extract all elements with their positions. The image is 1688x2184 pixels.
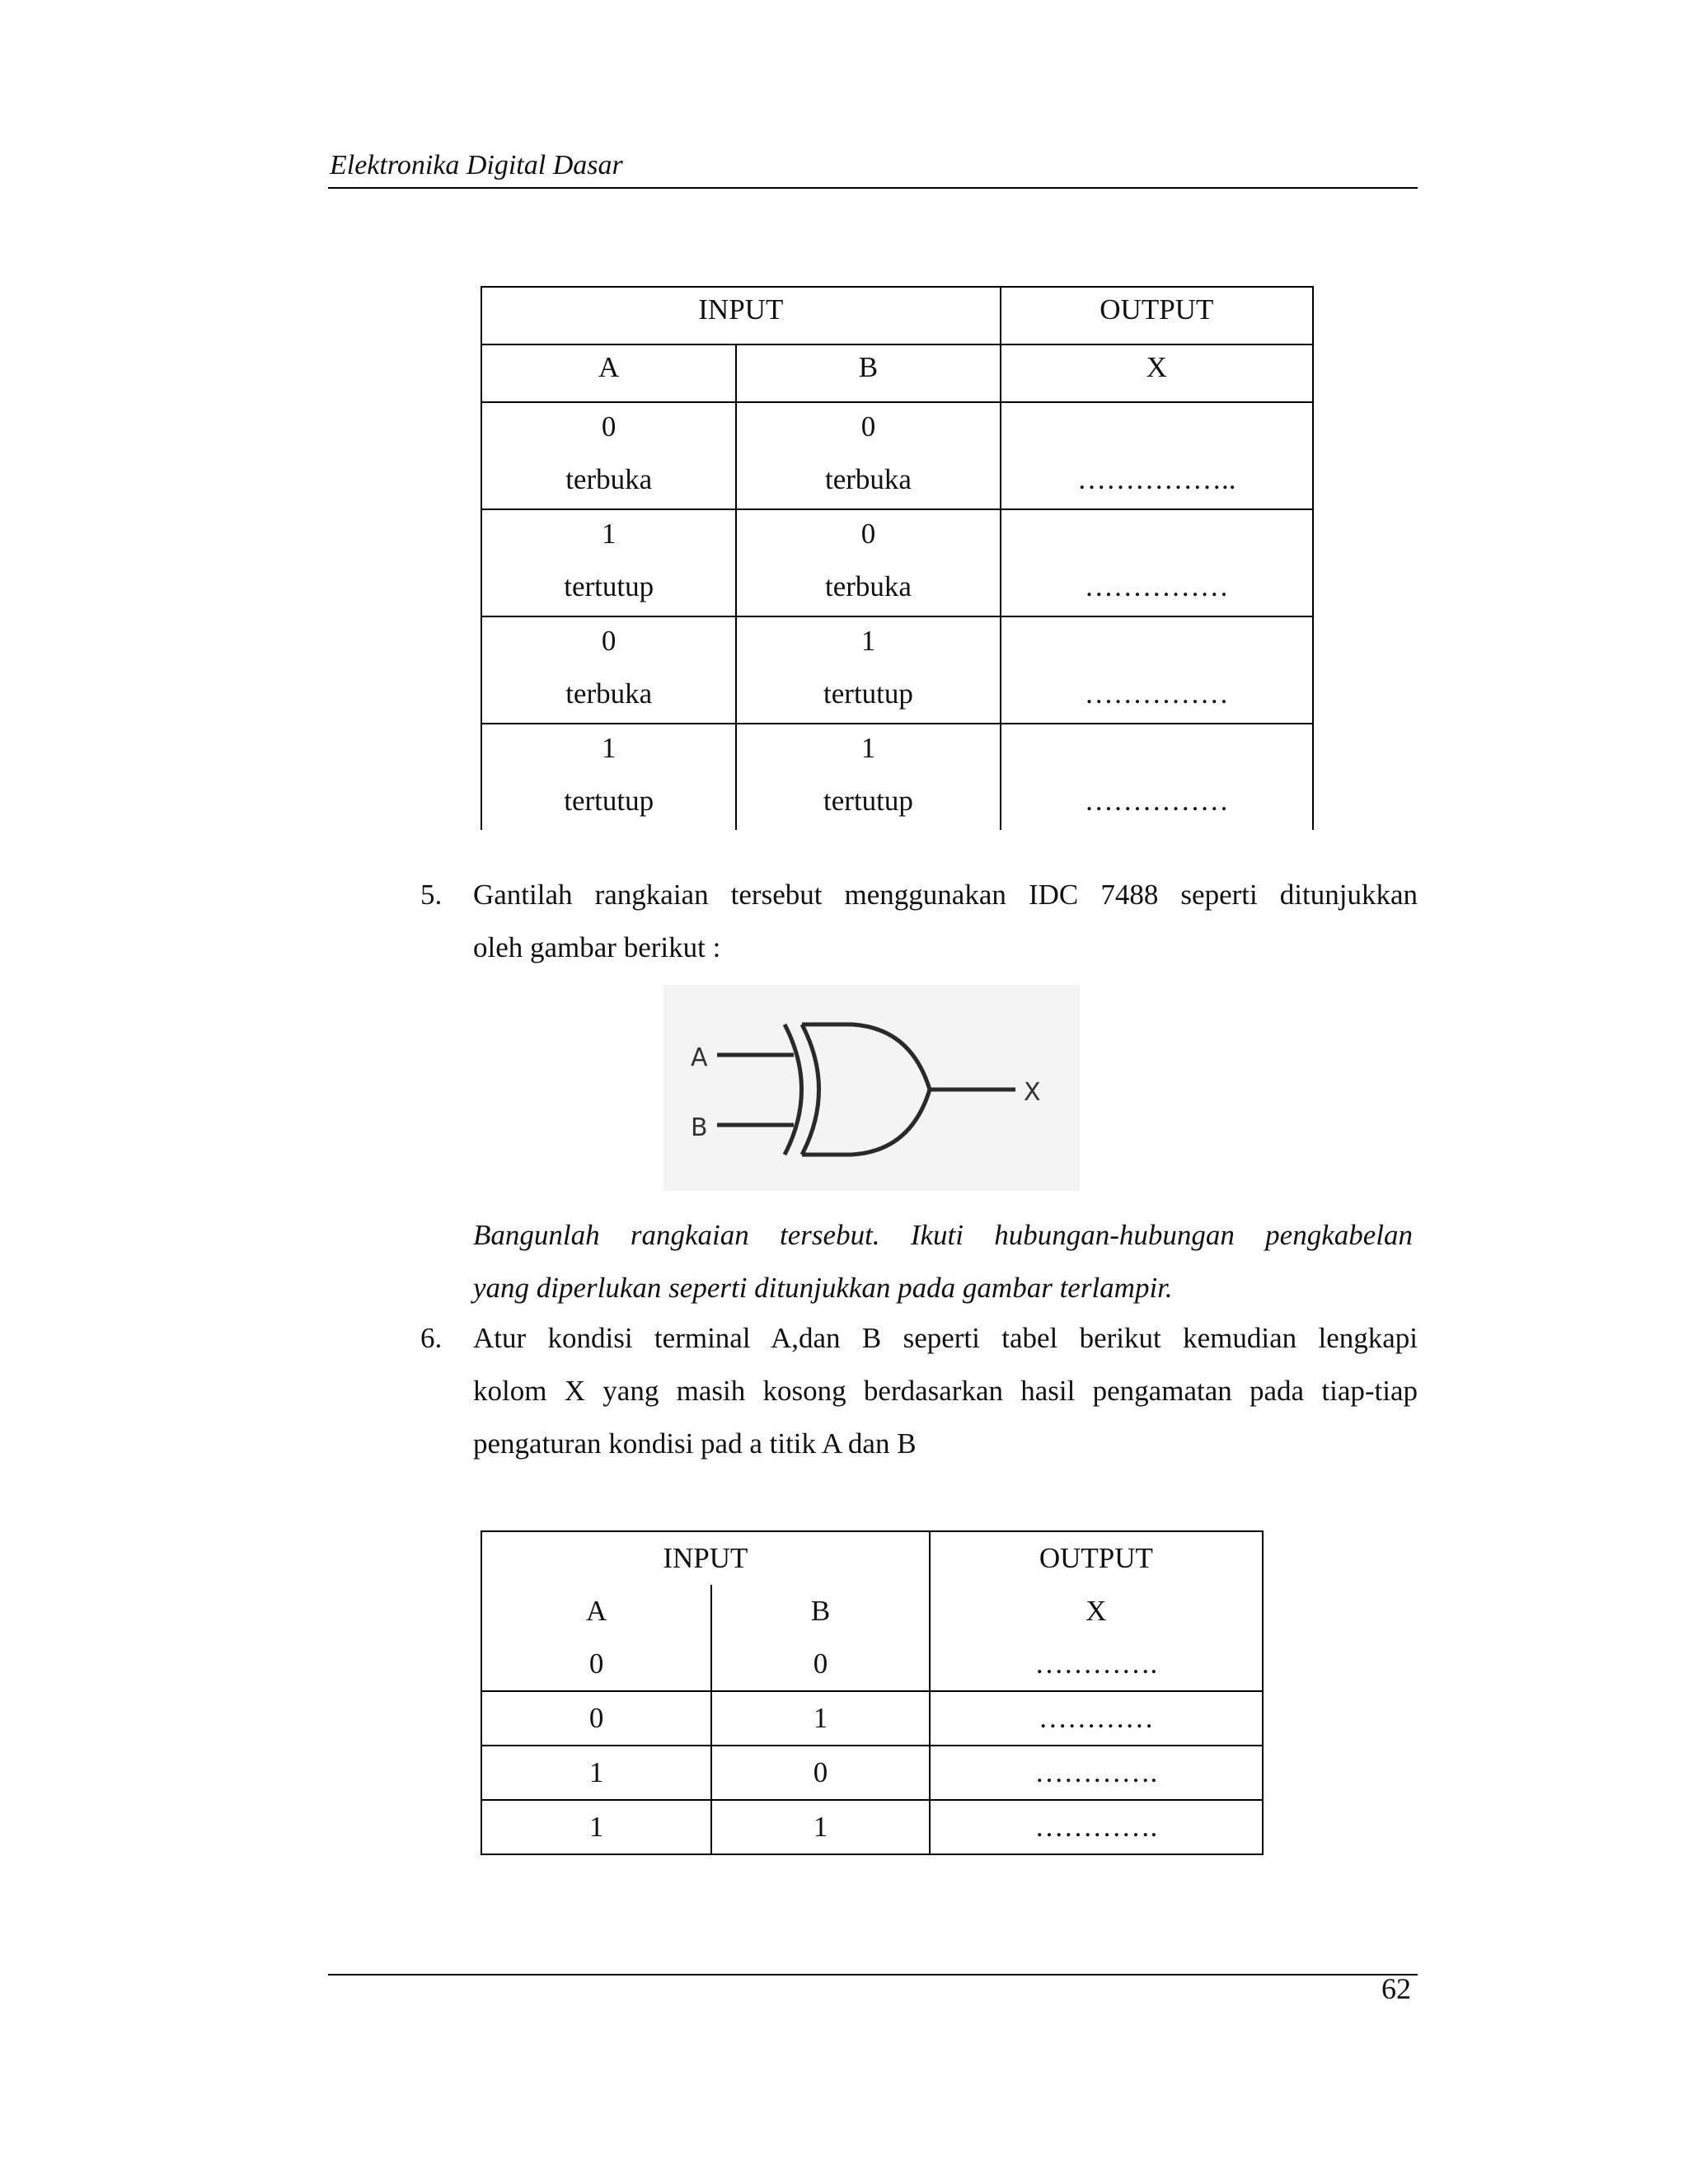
table1-x-blank: …………… [1084,785,1229,817]
table-row [481,1638,1263,1691]
gate-input-a: A [691,1043,708,1072]
running-header: Elektronika Digital Dasar [330,150,623,180]
table1-a-value: 0 [601,625,617,657]
gate-output-x: X [1024,1078,1041,1107]
table-row [481,1746,1263,1800]
header-rule [328,187,1418,189]
table-row [481,616,1313,724]
table-row [481,402,1313,509]
list-number: 5. [420,879,443,911]
text-line: pengaturan kondisi pad a titik A dan B [473,1427,917,1460]
table1-output-header: OUTPUT [1001,287,1313,344]
table1-a-state: tertutup [564,785,654,817]
list-number: 6. [420,1322,443,1354]
table1-x-blank: …………… [1084,570,1229,602]
table2-output-header: OUTPUT [930,1531,1263,1585]
table1-col-a: A [481,344,736,402]
table2-a: 1 [481,1746,711,1800]
table2-x-blank: …………. [930,1746,1263,1800]
xor-gate-icon [663,985,1080,1191]
table1-b-state: tertutup [823,785,913,817]
gate-input-b: B [691,1113,708,1142]
table1-b-state: terbuka [824,463,912,495]
list-item-text [473,1312,1418,1470]
table2-x-blank: …………. [930,1800,1263,1854]
xor-gate-figure [663,985,1080,1191]
table2-b: 1 [711,1691,929,1746]
truth-table-xor [481,1530,1264,1855]
table2-b: 0 [711,1638,929,1691]
table1-a-value: 1 [601,732,617,764]
instruction-text [473,1209,1413,1315]
table2-a: 1 [481,1800,711,1854]
table1-a-state: tertutup [564,570,654,602]
table-row [481,509,1313,616]
truth-table-switches [481,286,1314,830]
table2-col-a: A [481,1585,711,1638]
page-number: 62 [1381,1972,1411,2005]
table2-input-header: INPUT [481,1531,930,1585]
table-row [481,1800,1263,1854]
table1-a-value: 1 [601,518,617,550]
table2-x-blank: …………. [930,1638,1263,1691]
table2-col-x: X [930,1585,1263,1638]
table2-a: 0 [481,1691,711,1746]
table1-a-value: 0 [601,410,617,443]
table1-b-value: 1 [860,732,876,764]
text-line: Gantilah rangkaian tersebut menggunakan IDC 7488 seperti ditunjukkan [473,879,1418,911]
table2-col-b: B [711,1585,929,1638]
text-line: Bangunlah rangkaian tersebut. Ikuti hubungan-hubungan pengkabelan [473,1219,1413,1251]
table1-a-state: terbuka [565,463,653,495]
text-line: yang diperlukan seperti ditunjukkan pada gambar terlampir. [473,1272,1173,1304]
list-item-text [473,869,1418,974]
table1-b-value: 0 [860,518,876,550]
table2-x-blank: ………… [930,1691,1263,1746]
table1-b-state: terbuka [824,570,912,602]
table1-b-value: 0 [860,410,876,443]
table1-col-x: X [1001,344,1313,402]
table1-a-state: terbuka [565,677,653,710]
table1-b-value: 1 [860,625,876,657]
table1-x-blank: …………….. [1077,463,1236,495]
table-row [481,724,1313,830]
text-line: Atur kondisi terminal A,dan B seperti tabel berikut kemudian lengkapi [473,1322,1418,1354]
text-line: oleh gambar berikut : [473,931,721,963]
table1-x-blank: …………… [1084,677,1229,710]
table2-b: 1 [711,1800,929,1854]
text-line: kolom X yang masih kosong berdasarkan hasil pengamatan pada tiap-tiap [473,1375,1418,1407]
table1-b-state: tertutup [823,677,913,710]
table2-a: 0 [481,1638,711,1691]
table2-b: 0 [711,1746,929,1800]
table-row [481,1691,1263,1746]
table1-input-header: INPUT [481,287,1001,344]
table1-col-b: B [736,344,1000,402]
footer-rule [328,1974,1418,1975]
